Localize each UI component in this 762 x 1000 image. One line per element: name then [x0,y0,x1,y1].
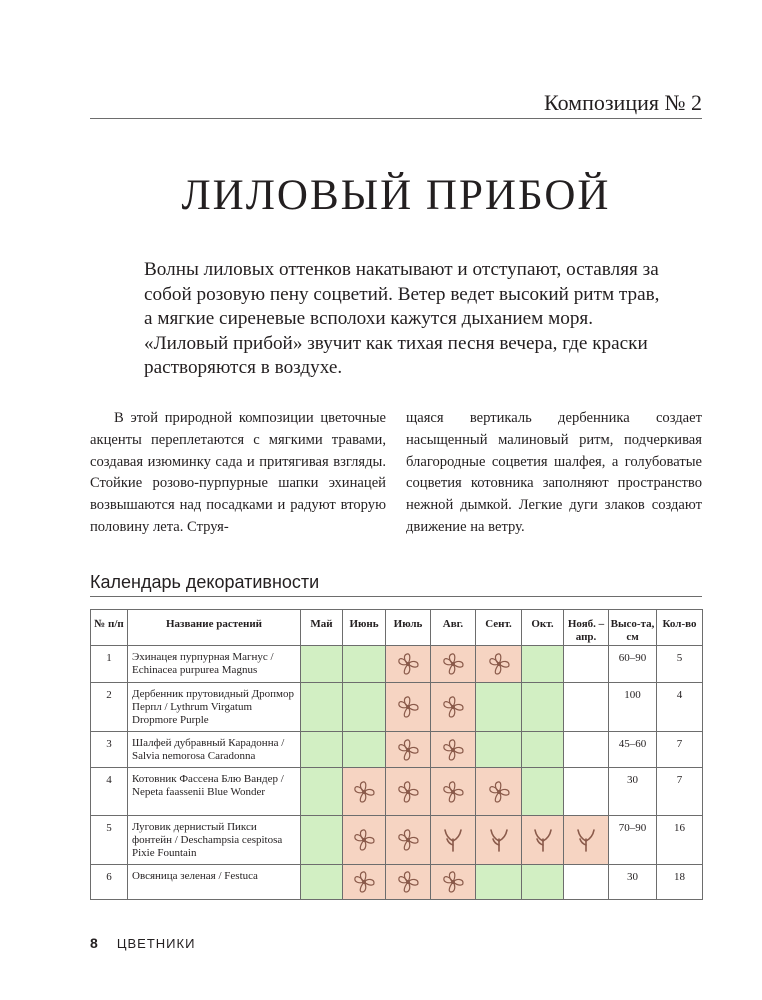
flower-icon [486,780,512,804]
bloom-cell [386,865,431,900]
grass-icon [530,827,556,853]
bloom-cell [343,865,386,900]
flower-icon [395,870,421,894]
bloom-cell [386,768,431,816]
bloom-cell [476,646,522,683]
empty-month-cell [564,683,609,732]
flower-icon [440,780,466,804]
bloom-cell [343,768,386,816]
plant-height: 30 [609,768,657,816]
decorative-foliage-cell [301,732,343,768]
header-oct: Окт. [522,610,564,646]
grass-cell [476,816,522,865]
bloom-cell [431,683,476,732]
empty-month-cell [564,865,609,900]
bloom-cell [476,768,522,816]
header-name: Название растений [128,610,301,646]
header-qty: Кол-во [657,610,703,646]
plant-name: Котовник Фассена Блю Вандер / Nepeta faassenii Blue Wonder [128,768,301,816]
body-column-right: щаяся вертикаль дербенника создает насыщенный малиновый ритм, подчеркивая благородные соцветия шалфея, а голубоватые соцветия котовника заполняют пространство нежной дымкой. Легкие дуги злаков создают движение на ветру. [406,410,702,535]
page-title: ЛИЛОВЫЙ ПРИБОЙ [181,172,611,219]
decorative-foliage-cell [343,732,386,768]
body-text [90,408,702,538]
header-height: Высо-та, см [609,610,657,646]
composition-header [90,88,702,119]
bloom-cell [386,816,431,865]
decorative-foliage-cell [476,683,522,732]
plant-quantity: 4 [657,683,703,732]
header-nov-apr: Нояб. – апр. [564,610,609,646]
bloom-cell [386,683,431,732]
body-column-left: В этой природной композиции цветочные акценты переплетаются с мягкими травами, создавая изюминку сада и притягивая взгляды. Стойкие розово-пурпурные шапки эхинацей возвышаются над посадками и радуют вторую половину лета. Струя- [90,410,386,535]
flower-icon [440,652,466,676]
flower-icon [351,828,377,852]
bloom-cell [343,816,386,865]
empty-month-cell [564,768,609,816]
decorative-foliage-cell [301,768,343,816]
plant-name: Эхинацея пурпурная Магнус / Echinacea purpurea Magnus [128,646,301,683]
composition-label: Композиция № 2 [544,90,702,115]
header-jul: Июль [386,610,431,646]
flower-icon [351,780,377,804]
header-sep: Сент. [476,610,522,646]
plant-quantity: 7 [657,768,703,816]
table-row [91,865,703,900]
plant-name: Луговик дернистый Пикси фонтейн / Deschampsia cespitosa Pixie Fountain [128,816,301,865]
table-row [91,683,703,732]
table-body [91,646,703,900]
grass-icon [440,827,466,853]
row-number: 1 [91,646,128,683]
decorative-foliage-cell [301,646,343,683]
grass-cell [564,816,609,865]
bloom-cell [386,732,431,768]
grass-cell [522,816,564,865]
plant-quantity: 16 [657,816,703,865]
plant-name: Дербенник прутовидный Дропмор Перпл / Lythrum Virgatum Dropmore Purple [128,683,301,732]
row-number: 5 [91,816,128,865]
decorative-foliage-cell [476,732,522,768]
decorative-foliage-cell [301,865,343,900]
plant-height: 45–60 [609,732,657,768]
decorative-foliage-cell [343,646,386,683]
plant-height: 30 [609,865,657,900]
plant-height: 100 [609,683,657,732]
plant-quantity: 18 [657,865,703,900]
calendar-heading [90,566,702,597]
decorative-calendar-table [90,609,703,900]
flower-icon [440,870,466,894]
grass-icon [573,827,599,853]
grass-icon [486,827,512,853]
table-row [91,816,703,865]
decorative-foliage-cell [522,768,564,816]
empty-month-cell [564,646,609,683]
decorative-foliage-cell [522,646,564,683]
empty-month-cell [564,732,609,768]
table-header-row [91,610,703,646]
page-footer [90,933,490,951]
header-num: № п/п [91,610,128,646]
lead-paragraph: Волны лиловых оттенков накатывают и отступают, оставляя за собой розовую пену соцветий. Ветер ведет высокий ритм трав, а мягкие сиреневые всполохи кажутся дыханием моря. «Лиловый прибой» звучит как тихая песня вечера, где краски растворяются в воздухе. [144,259,660,378]
bloom-cell [431,732,476,768]
bloom-cell [431,646,476,683]
header-jun: Июнь [343,610,386,646]
flower-icon [440,695,466,719]
decorative-foliage-cell [522,732,564,768]
flower-icon [395,738,421,762]
grass-cell [431,816,476,865]
header-aug: Авг. [431,610,476,646]
plant-quantity: 7 [657,732,703,768]
page-number: 8 [90,935,98,951]
calendar-title: Календарь декоративности [90,572,320,592]
row-number: 4 [91,768,128,816]
plant-height: 70–90 [609,816,657,865]
flower-icon [440,738,466,762]
bloom-cell [431,768,476,816]
decorative-foliage-cell [343,683,386,732]
bloom-cell [431,865,476,900]
flower-icon [395,828,421,852]
decorative-foliage-cell [522,683,564,732]
row-number: 6 [91,865,128,900]
table-row [91,768,703,816]
flower-icon [395,780,421,804]
row-number: 3 [91,732,128,768]
bloom-cell [386,646,431,683]
plant-name: Овсяница зеленая / Festuca [128,865,301,900]
table-row [91,732,703,768]
decorative-foliage-cell [301,683,343,732]
flower-icon [486,652,512,676]
decorative-foliage-cell [522,865,564,900]
decorative-foliage-cell [476,865,522,900]
plant-name: Шалфей дубравный Карадонна / Salvia nemorosa Caradonna [128,732,301,768]
plant-quantity: 5 [657,646,703,683]
decorative-foliage-cell [301,816,343,865]
flower-icon [395,652,421,676]
flower-icon [395,695,421,719]
header-may: Май [301,610,343,646]
flower-icon [351,870,377,894]
row-number: 2 [91,683,128,732]
table-row [91,646,703,683]
plant-height: 60–90 [609,646,657,683]
section-name: ЦВЕТНИКИ [116,936,196,951]
